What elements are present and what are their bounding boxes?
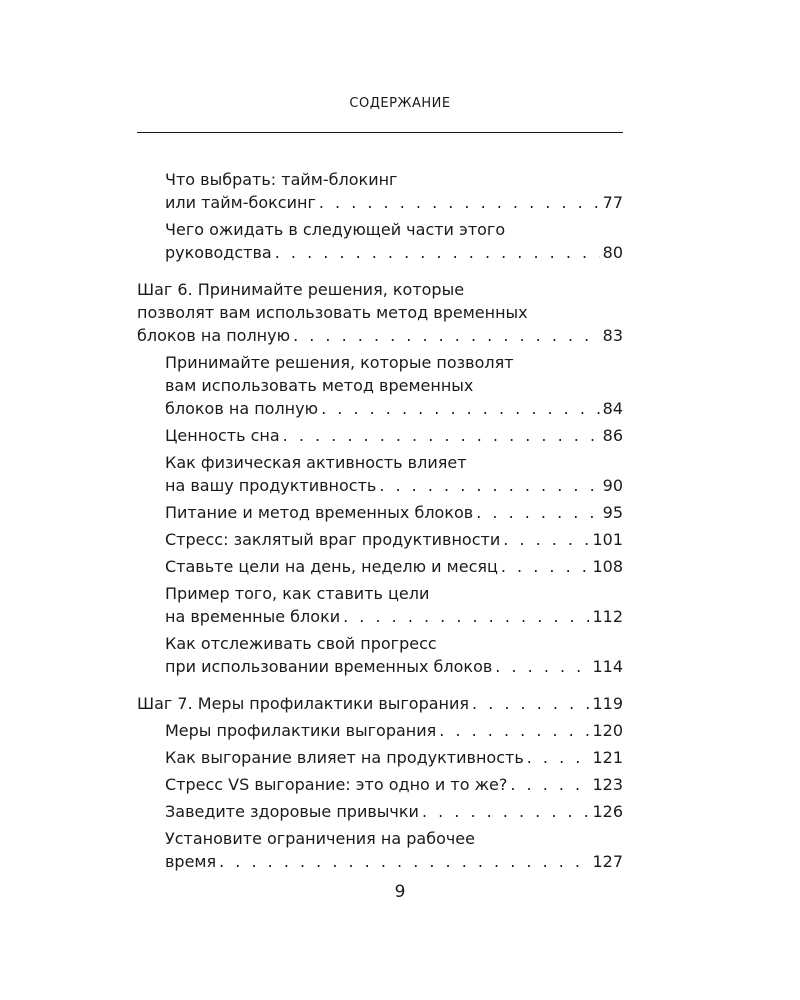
entry-title-line: на вашу продуктивность: [165, 476, 377, 495]
entry-page-number: 77: [602, 193, 623, 212]
entry-title-line: Установите ограничения на рабочее: [165, 829, 475, 848]
entry-title-line: Стресс: заклятый враг продуктивности: [165, 530, 501, 549]
entry-title-line: Чего ожидать в следующей части этого: [165, 220, 506, 239]
dot-leader: [503, 528, 589, 551]
entry-title-line: руководства: [165, 243, 272, 262]
entry-title-line: Как физическая активность влияет: [165, 453, 467, 472]
entry-title-line: Пример того, как ставить цели: [165, 584, 430, 603]
dot-leader: [501, 555, 590, 578]
entry-page-number: 123: [592, 775, 623, 794]
dot-leader: [472, 692, 589, 715]
entry-title-line: Как выгорание влияет на продуктивность: [165, 748, 524, 767]
dot-leader: [219, 850, 589, 873]
toc-section-entry[interactable]: [137, 168, 623, 214]
header-rule: [137, 132, 623, 133]
entry-title-line: Питание и метод временных блоков: [165, 503, 474, 522]
page-header: СОДЕРЖАНИЕ: [349, 96, 451, 111]
dot-leader: [275, 241, 600, 264]
dot-leader: [319, 191, 600, 214]
toc-section-entry[interactable]: [137, 555, 623, 578]
entry-page-number: 121: [592, 748, 623, 767]
toc-section-entry[interactable]: [137, 719, 623, 742]
entry-page-number: 112: [592, 607, 623, 626]
dot-leader: [476, 501, 599, 524]
dot-leader: [439, 719, 589, 742]
dot-leader: [495, 655, 589, 678]
entry-page-number: 114: [592, 657, 623, 676]
entry-page-number: 101: [592, 530, 623, 549]
entry-page-number: 95: [602, 503, 623, 522]
entry-page-number: 126: [592, 802, 623, 821]
entry-title-line: позволят вам использовать метод временных: [137, 303, 528, 322]
entry-title-line: блоков на полную: [165, 399, 319, 418]
entry-gap: [137, 264, 623, 278]
dot-leader: [293, 324, 600, 347]
dot-leader: [379, 474, 599, 497]
entry-page-number: 119: [592, 694, 623, 713]
toc-chapter-entry[interactable]: [137, 278, 623, 347]
table-of-contents: [137, 168, 623, 873]
entry-page-number: 127: [592, 852, 623, 871]
toc-section-entry[interactable]: [137, 501, 623, 524]
entry-title-line: Стресс VS выгорание: это одно и то же?: [165, 775, 508, 794]
toc-section-entry[interactable]: [137, 746, 623, 769]
entry-page-number: 83: [602, 326, 623, 345]
dot-leader: [321, 397, 600, 420]
entry-title-line: Как отслеживать свой прогресс: [165, 634, 437, 653]
entry-page-number: 80: [602, 243, 623, 262]
entry-page-number: 90: [602, 476, 623, 495]
entry-title-line: Шаг 6. Принимайте решения, которые: [137, 280, 465, 299]
entry-title-line: время: [165, 852, 217, 871]
entry-title-line: Меры профилактики выгорания: [165, 721, 437, 740]
entry-title-line: или тайм-боксинг: [165, 193, 316, 212]
entry-page-number: 86: [602, 426, 623, 445]
toc-section-entry[interactable]: [137, 827, 623, 873]
toc-chapter-entry[interactable]: [137, 692, 623, 715]
entry-title-line: Заведите здоровые привычки: [165, 802, 419, 821]
entry-gap: [137, 678, 623, 692]
toc-section-entry[interactable]: [137, 632, 623, 678]
dot-leader: [510, 773, 589, 796]
dot-leader: [527, 746, 590, 769]
entry-title-line: Ценность сна: [165, 426, 280, 445]
toc-section-entry[interactable]: [137, 773, 623, 796]
dot-leader: [283, 424, 600, 447]
toc-section-entry[interactable]: [137, 800, 623, 823]
dot-leader: [422, 800, 590, 823]
toc-section-entry[interactable]: [137, 424, 623, 447]
entry-title-line: вам использовать метод временных: [165, 376, 474, 395]
entry-title-line: на временные блоки: [165, 607, 341, 626]
entry-title-line: Что выбрать: тайм-блокинг: [165, 170, 398, 189]
toc-section-entry[interactable]: [137, 528, 623, 551]
entry-title-line: Ставьте цели на день, неделю и месяц: [165, 557, 498, 576]
toc-section-entry[interactable]: [137, 451, 623, 497]
entry-title-line: блоков на полную: [137, 326, 291, 345]
entry-title-line: Шаг 7. Меры профилактики выгорания: [137, 694, 470, 713]
toc-section-entry[interactable]: [137, 582, 623, 628]
entry-page-number: 120: [592, 721, 623, 740]
entry-title-line: при использовании временных блоков: [165, 657, 493, 676]
toc-section-entry[interactable]: [137, 218, 623, 264]
page-number: 9: [394, 882, 406, 902]
entry-title-line: Принимайте решения, которые позволят: [165, 353, 514, 372]
toc-section-entry[interactable]: [137, 351, 623, 420]
entry-page-number: 84: [602, 399, 623, 418]
entry-page-number: 108: [592, 557, 623, 576]
dot-leader: [343, 605, 589, 628]
